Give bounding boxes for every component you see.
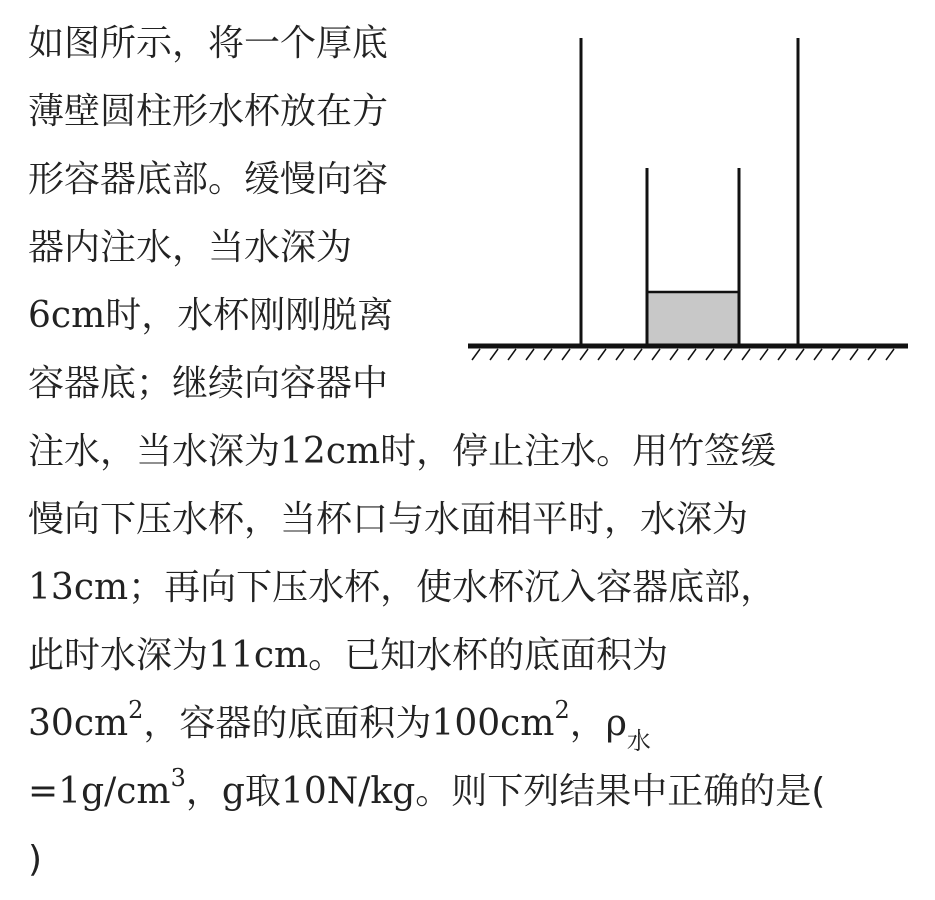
depth-11-value: 11 <box>208 635 254 676</box>
gravity-unit-n: N <box>326 771 359 812</box>
density-exponent: 3 <box>170 764 186 792</box>
ground-hatching <box>472 349 894 360</box>
question-line-7 <box>28 430 776 474</box>
question-line-11-sep: ， <box>569 703 606 744</box>
question-line-12-post: 。则下列结果中正确的是( <box>415 771 826 812</box>
question-line-4: 器内注水，当水深为 <box>28 227 353 268</box>
question-line-3: 形容器底部。缓慢向容 <box>28 159 389 200</box>
cup-area-value: 30 <box>28 703 74 744</box>
question-line-7-pre: 注水，当水深为 <box>28 431 281 472</box>
gravity-unit-slash: / <box>358 771 371 812</box>
question-line-2: 薄壁圆柱形水杯放在方 <box>28 91 389 132</box>
depth-6-unit: cm <box>50 295 106 336</box>
depth-12-value: 12 <box>280 431 326 472</box>
density-eq: =1 <box>28 771 82 812</box>
rho-symbol: ρ <box>605 703 627 744</box>
container-area-unit: cm <box>500 703 555 744</box>
container-area-value: 100 <box>431 703 501 744</box>
question-line-10 <box>28 634 668 678</box>
question-line-8: 慢向下压水杯，当杯口与水面相平时，水深为 <box>28 499 749 540</box>
question-line-10-pre: 此时水深为 <box>28 635 209 676</box>
question-line-11 <box>28 696 651 756</box>
question-line-1: 如图所示，将一个厚底 <box>28 23 389 64</box>
gravity-unit-kg: kg <box>370 771 416 812</box>
question-line-10-post: 。已知水杯的底面积为 <box>308 635 669 676</box>
depth-13-unit: cm <box>73 567 129 608</box>
depth-12-unit: cm <box>325 431 381 472</box>
question-line-5 <box>28 294 393 338</box>
cup-area-unit: cm <box>73 703 129 744</box>
question-line-12-take: 取 <box>244 771 281 812</box>
density-cm-unit: cm <box>116 771 171 812</box>
question-line-12 <box>28 764 826 814</box>
depth-6-value: 6 <box>28 295 51 336</box>
density-slash: / <box>104 771 117 812</box>
question-line-13: ) <box>28 839 43 880</box>
gravity-symbol: g <box>221 771 245 812</box>
density-g-unit: g <box>81 771 105 812</box>
container-area-exponent: 2 <box>554 696 570 724</box>
depth-13-value: 13 <box>28 567 74 608</box>
rho-subscript: 水 <box>626 727 651 756</box>
cup-base-water <box>647 292 739 346</box>
question-line-9-post: ；再向下压水杯，使水杯沉入容器底部， <box>128 567 777 608</box>
question-line-7-post: 时，停止注水。用竹签缓 <box>380 431 777 472</box>
container-cup-diagram <box>466 30 910 375</box>
question-line-5-text: 时，水杯刚刚脱离 <box>105 295 394 336</box>
question-line-12-comma: ， <box>185 771 222 812</box>
depth-11-unit: cm <box>253 635 309 676</box>
question-line-11-mid: ，容器的底面积为 <box>143 703 432 744</box>
gravity-value: 10 <box>280 771 327 812</box>
cup-area-exponent: 2 <box>128 696 144 724</box>
question-line-9 <box>28 566 776 610</box>
question-line-6: 容器底；继续向容器中 <box>28 363 389 404</box>
